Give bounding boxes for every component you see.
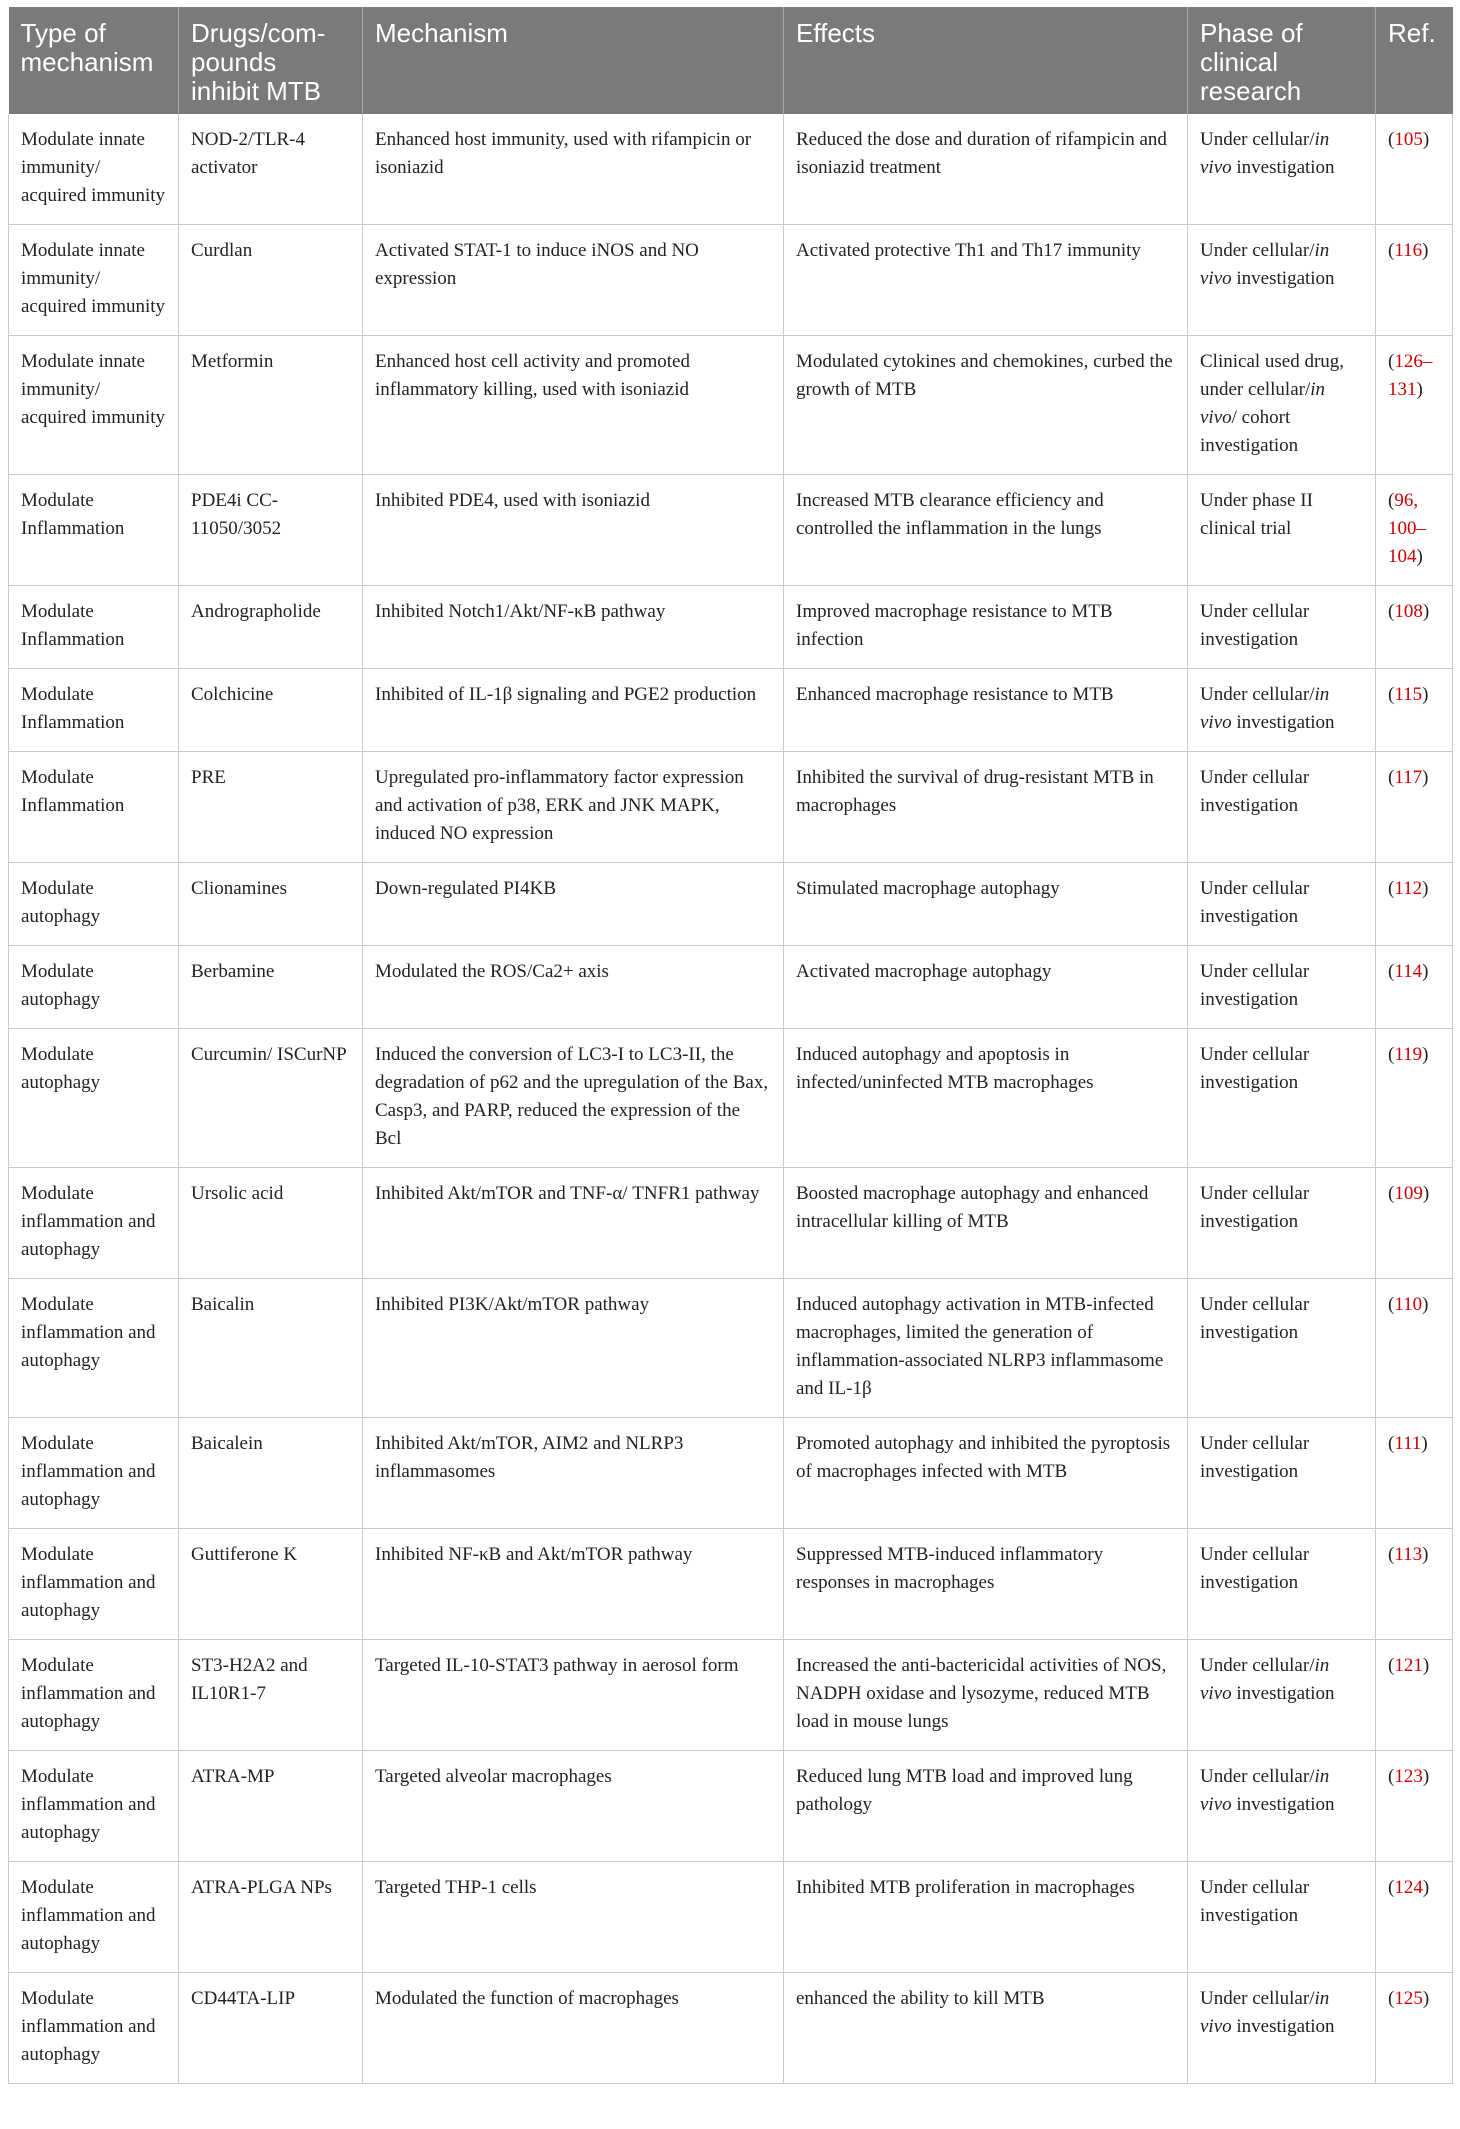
phase-text: Under cellular investigation: [1200, 1294, 1310, 1343]
cell-drug: ATRA-MP: [179, 1751, 363, 1862]
cell-phase: [1188, 225, 1376, 336]
reference-link[interactable]: 111: [1394, 1433, 1422, 1454]
ref-open-paren: (: [1388, 767, 1395, 788]
phase-text: Under cellular/: [1200, 684, 1315, 705]
ref-close-paren: ): [1421, 1433, 1428, 1454]
phase-text: Under cellular/: [1200, 1766, 1315, 1787]
ref-close-paren: ): [1416, 546, 1423, 567]
cell-mechanism: Enhanced host immunity, used with rifampicin or isoniazid: [363, 114, 784, 225]
reference-link[interactable]: 115: [1394, 684, 1423, 705]
reference-link[interactable]: 116: [1394, 240, 1423, 261]
cell-effects: Suppressed MTB-induced inflammatory responses in macrophages: [784, 1529, 1188, 1640]
ref-close-paren: ): [1422, 878, 1429, 899]
cell-mechanism: Induced the conversion of LC3-I to LC3-II, the degradation of p62 and the upregulation of the Bax, Casp3, and PARP, reduced the expression of the Bcl: [363, 1029, 784, 1168]
cell-ref: [1376, 1168, 1453, 1279]
cell-ref: [1376, 946, 1453, 1029]
cell-mechanism: Inhibited Notch1/Akt/NF-κB pathway: [363, 586, 784, 669]
cell-mechanism: Inhibited PI3K/Akt/mTOR pathway: [363, 1279, 784, 1418]
phase-text: Clinical used drug, under cellular/: [1200, 351, 1345, 400]
cell-type: Modulate inflammation and autophagy: [9, 1279, 179, 1418]
reference-link[interactable]: 119: [1394, 1044, 1423, 1065]
table-row: [9, 1029, 1453, 1168]
reference-link[interactable]: 110: [1394, 1294, 1423, 1315]
ref-close-paren: ): [1422, 684, 1429, 705]
phase-text-suffix: / cohort investigation: [1200, 407, 1299, 456]
ref-open-paren: (: [1388, 351, 1395, 372]
mtb-drug-table: [8, 7, 1453, 2084]
cell-phase: [1188, 1029, 1376, 1168]
cell-effects: Reduced the dose and duration of rifampicin and isoniazid treatment: [784, 114, 1188, 225]
cell-ref: [1376, 1279, 1453, 1418]
table-row: [9, 586, 1453, 669]
cell-ref: [1376, 225, 1453, 336]
cell-type: Modulate inflammation and autophagy: [9, 1862, 179, 1973]
cell-phase: [1188, 1973, 1376, 2084]
cell-ref: [1376, 1529, 1453, 1640]
phase-text: Under cellular investigation: [1200, 601, 1310, 650]
cell-effects: Increased MTB clearance efficiency and controlled the inflammation in the lungs: [784, 475, 1188, 586]
cell-phase: [1188, 669, 1376, 752]
cell-phase: [1188, 1640, 1376, 1751]
cell-effects: Increased the anti-bactericidal activities of NOS, NADPH oxidase and lysozyme, reduced MTB load in mouse lungs: [784, 1640, 1188, 1751]
cell-drug: PDE4i CC-11050/3052: [179, 475, 363, 586]
cell-ref: [1376, 114, 1453, 225]
phase-text: Under cellular investigation: [1200, 961, 1310, 1010]
ref-close-paren: ): [1422, 961, 1429, 982]
table-row: [9, 1168, 1453, 1279]
cell-ref: [1376, 1640, 1453, 1751]
cell-effects: Inhibited the survival of drug-resistant MTB in macrophages: [784, 752, 1188, 863]
table-row: [9, 669, 1453, 752]
phase-text: Under cellular investigation: [1200, 1183, 1310, 1232]
cell-phase: [1188, 336, 1376, 475]
cell-mechanism: Targeted THP-1 cells: [363, 1862, 784, 1973]
reference-link[interactable]: 112: [1394, 878, 1423, 899]
header-mechanism: Mechanism: [363, 7, 784, 114]
header-type: Type of mechanism: [9, 7, 179, 114]
phase-text: Under cellular investigation: [1200, 878, 1310, 927]
cell-drug: PRE: [179, 752, 363, 863]
cell-effects: Stimulated macrophage autophagy: [784, 863, 1188, 946]
cell-type: Modulate innate immunity/ acquired immunity: [9, 114, 179, 225]
cell-type: Modulate autophagy: [9, 946, 179, 1029]
cell-type: Modulate autophagy: [9, 1029, 179, 1168]
table-row: [9, 1418, 1453, 1529]
ref-close-paren: ): [1422, 1988, 1430, 2009]
phase-italic-text: in vivo: [1200, 240, 1330, 289]
cell-effects: Induced autophagy and apoptosis in infected/uninfected MTB macrophages: [784, 1029, 1188, 1168]
cell-phase: [1188, 946, 1376, 1029]
phase-text: Under cellular/: [1200, 1988, 1315, 2009]
cell-effects: Induced autophagy activation in MTB-infected macrophages, limited the generation of inflammation-associated NLRP3 inflammasome and IL-1β: [784, 1279, 1188, 1418]
table-row: [9, 1973, 1453, 2084]
cell-phase: [1188, 586, 1376, 669]
table-row: [9, 336, 1453, 475]
ref-close-paren: ): [1422, 1877, 1430, 1898]
ref-open-paren: (: [1388, 1766, 1395, 1787]
cell-drug: NOD-2/TLR-4 activator: [179, 114, 363, 225]
reference-link[interactable]: 126–131: [1388, 351, 1433, 400]
ref-open-paren: (: [1388, 961, 1395, 982]
ref-close-paren: ): [1422, 240, 1429, 261]
cell-type: Modulate inflammation and autophagy: [9, 1640, 179, 1751]
cell-mechanism: Targeted IL-10-STAT3 pathway in aerosol form: [363, 1640, 784, 1751]
cell-mechanism: Inhibited Akt/mTOR, AIM2 and NLRP3 inflammasomes: [363, 1418, 784, 1529]
ref-open-paren: (: [1388, 878, 1395, 899]
phase-text: Under cellular/: [1200, 240, 1315, 261]
ref-close-paren: ): [1422, 129, 1430, 150]
phase-italic-text: in vivo: [1200, 1766, 1330, 1815]
table-row: [9, 114, 1453, 225]
ref-open-paren: (: [1388, 129, 1395, 150]
ref-open-paren: (: [1388, 1294, 1395, 1315]
phase-text: Under cellular investigation: [1200, 1044, 1310, 1093]
ref-open-paren: (: [1388, 1044, 1395, 1065]
ref-open-paren: (: [1388, 1988, 1395, 2009]
cell-phase: [1188, 1751, 1376, 1862]
phase-text: Under cellular/: [1200, 129, 1315, 150]
cell-effects: Activated protective Th1 and Th17 immunity: [784, 225, 1188, 336]
cell-effects: Enhanced macrophage resistance to MTB: [784, 669, 1188, 752]
reference-link[interactable]: 123: [1394, 1766, 1423, 1787]
cell-mechanism: Targeted alveolar macrophages: [363, 1751, 784, 1862]
cell-ref: [1376, 1973, 1453, 2084]
table-row: [9, 752, 1453, 863]
cell-drug: Baicalein: [179, 1418, 363, 1529]
ref-open-paren: (: [1388, 1877, 1395, 1898]
cell-drug: ST3-H2A2 and IL10R1-7: [179, 1640, 363, 1751]
reference-link[interactable]: 109: [1394, 1183, 1423, 1204]
ref-close-paren: ): [1422, 767, 1429, 788]
cell-drug: Clionamines: [179, 863, 363, 946]
cell-phase: [1188, 1529, 1376, 1640]
ref-close-paren: ): [1422, 1183, 1430, 1204]
cell-ref: [1376, 669, 1453, 752]
table-header: [9, 7, 1453, 114]
cell-effects: Modulated cytokines and chemokines, curbed the growth of MTB: [784, 336, 1188, 475]
cell-drug: Guttiferone K: [179, 1529, 363, 1640]
cell-phase: [1188, 114, 1376, 225]
ref-close-paren: ): [1422, 1544, 1429, 1565]
cell-mechanism: Upregulated pro-inflammatory factor expression and activation of p38, ERK and JNK MAPK, induced NO expression: [363, 752, 784, 863]
header-ref: Ref.: [1376, 7, 1453, 114]
cell-phase: [1188, 1279, 1376, 1418]
phase-text: Under cellular investigation: [1200, 1544, 1310, 1593]
cell-mechanism: Modulated the function of macrophages: [363, 1973, 784, 2084]
reference-link[interactable]: 108: [1394, 601, 1423, 622]
cell-ref: [1376, 1751, 1453, 1862]
cell-type: Modulate inflammation and autophagy: [9, 1751, 179, 1862]
phase-text-suffix: investigation: [1231, 157, 1335, 178]
table-row: [9, 1862, 1453, 1973]
cell-type: Modulate Inflammation: [9, 752, 179, 863]
cell-phase: [1188, 475, 1376, 586]
cell-effects: Reduced lung MTB load and improved lung pathology: [784, 1751, 1188, 1862]
header-phase: Phase of clinical research: [1188, 7, 1376, 114]
table-row: [9, 225, 1453, 336]
ref-open-paren: (: [1388, 1183, 1395, 1204]
cell-drug: Curcumin/ ISCurNP: [179, 1029, 363, 1168]
ref-open-paren: (: [1388, 1655, 1395, 1676]
cell-ref: [1376, 1029, 1453, 1168]
cell-ref: [1376, 1418, 1453, 1529]
phase-italic-text: in vivo: [1200, 1988, 1330, 2037]
phase-text-suffix: investigation: [1231, 712, 1335, 733]
ref-open-paren: (: [1388, 1544, 1395, 1565]
cell-type: Modulate Inflammation: [9, 669, 179, 752]
reference-link[interactable]: 125: [1394, 1988, 1423, 2009]
cell-phase: [1188, 863, 1376, 946]
cell-phase: [1188, 1862, 1376, 1973]
reference-link[interactable]: 121: [1394, 1655, 1423, 1676]
cell-mechanism: Inhibited PDE4, used with isoniazid: [363, 475, 784, 586]
cell-mechanism: Inhibited of IL-1β signaling and PGE2 production: [363, 669, 784, 752]
table-row: [9, 863, 1453, 946]
cell-mechanism: Modulated the ROS/Ca2+ axis: [363, 946, 784, 1029]
phase-text-suffix: investigation: [1231, 1794, 1335, 1815]
phase-italic-text: in vivo: [1200, 684, 1330, 733]
cell-mechanism: Enhanced host cell activity and promoted inflammatory killing, used with isoniazid: [363, 336, 784, 475]
header-drugs: Drugs/com-pounds inhibit MTB: [179, 7, 363, 114]
cell-ref: [1376, 475, 1453, 586]
ref-close-paren: ): [1422, 1655, 1430, 1676]
cell-type: Modulate inflammation and autophagy: [9, 1418, 179, 1529]
cell-drug: Curdlan: [179, 225, 363, 336]
cell-drug: Metformin: [179, 336, 363, 475]
reference-link[interactable]: 124: [1394, 1877, 1423, 1898]
ref-close-paren: ): [1422, 601, 1430, 622]
cell-drug: ATRA-PLGA NPs: [179, 1862, 363, 1973]
reference-link[interactable]: 96, 100–104: [1388, 490, 1426, 567]
cell-ref: [1376, 752, 1453, 863]
phase-text: Under phase II clinical trial: [1200, 490, 1313, 539]
phase-italic-text: in vivo: [1200, 379, 1326, 428]
phase-italic-text: in vivo: [1200, 1655, 1330, 1704]
cell-effects: Activated macrophage autophagy: [784, 946, 1188, 1029]
ref-open-paren: (: [1388, 684, 1395, 705]
reference-link[interactable]: 114: [1394, 961, 1423, 982]
cell-ref: [1376, 863, 1453, 946]
phase-text: Under cellular investigation: [1200, 767, 1310, 816]
cell-drug: Baicalin: [179, 1279, 363, 1418]
phase-text: Under cellular/: [1200, 1655, 1315, 1676]
cell-mechanism: Activated STAT-1 to induce iNOS and NO expression: [363, 225, 784, 336]
cell-mechanism: Inhibited Akt/mTOR and TNF-α/ TNFR1 pathway: [363, 1168, 784, 1279]
table-row: [9, 1529, 1453, 1640]
phase-text-suffix: investigation: [1231, 1683, 1335, 1704]
cell-type: Modulate inflammation and autophagy: [9, 1973, 179, 2084]
cell-type: Modulate innate immunity/ acquired immunity: [9, 336, 179, 475]
cell-effects: Inhibited MTB proliferation in macrophages: [784, 1862, 1188, 1973]
cell-phase: [1188, 1168, 1376, 1279]
table-row: [9, 946, 1453, 1029]
header-row: [9, 7, 1453, 114]
ref-close-paren: ): [1422, 1766, 1430, 1787]
ref-open-paren: (: [1388, 1433, 1395, 1454]
reference-link[interactable]: 105: [1394, 129, 1423, 150]
cell-type: Modulate inflammation and autophagy: [9, 1529, 179, 1640]
phase-text: Under cellular investigation: [1200, 1877, 1310, 1926]
phase-italic-text: in vivo: [1200, 129, 1330, 178]
cell-mechanism: Inhibited NF-κB and Akt/mTOR pathway: [363, 1529, 784, 1640]
cell-effects: enhanced the ability to kill MTB: [784, 1973, 1188, 2084]
cell-type: Modulate innate immunity/ acquired immunity: [9, 225, 179, 336]
header-effects: Effects: [784, 7, 1188, 114]
ref-open-paren: (: [1388, 601, 1395, 622]
ref-open-paren: (: [1388, 490, 1395, 511]
cell-ref: [1376, 586, 1453, 669]
reference-link[interactable]: 113: [1394, 1544, 1423, 1565]
cell-type: Modulate Inflammation: [9, 475, 179, 586]
cell-mechanism: Down-regulated PI4KB: [363, 863, 784, 946]
cell-drug: Ursolic acid: [179, 1168, 363, 1279]
cell-drug: Andrographolide: [179, 586, 363, 669]
table-row: [9, 475, 1453, 586]
ref-open-paren: (: [1388, 240, 1395, 261]
cell-effects: Promoted autophagy and inhibited the pyroptosis of macrophages infected with MTB: [784, 1418, 1188, 1529]
cell-effects: Boosted macrophage autophagy and enhanced intracellular killing of MTB: [784, 1168, 1188, 1279]
reference-link[interactable]: 117: [1394, 767, 1423, 788]
cell-type: Modulate Inflammation: [9, 586, 179, 669]
phase-text-suffix: investigation: [1231, 268, 1335, 289]
cell-effects: Improved macrophage resistance to MTB infection: [784, 586, 1188, 669]
table-row: [9, 1751, 1453, 1862]
cell-type: Modulate inflammation and autophagy: [9, 1168, 179, 1279]
phase-text: Under cellular investigation: [1200, 1433, 1310, 1482]
cell-ref: [1376, 336, 1453, 475]
cell-type: Modulate autophagy: [9, 863, 179, 946]
cell-drug: Berbamine: [179, 946, 363, 1029]
phase-text-suffix: investigation: [1231, 2016, 1335, 2037]
cell-drug: CD44TA-LIP: [179, 1973, 363, 2084]
ref-close-paren: ): [1422, 1044, 1429, 1065]
table-body: [9, 114, 1453, 2084]
table-row: [9, 1279, 1453, 1418]
table-row: [9, 1640, 1453, 1751]
ref-close-paren: ): [1416, 379, 1423, 400]
cell-phase: [1188, 1418, 1376, 1529]
cell-ref: [1376, 1862, 1453, 1973]
cell-drug: Colchicine: [179, 669, 363, 752]
cell-phase: [1188, 752, 1376, 863]
ref-close-paren: ): [1422, 1294, 1429, 1315]
